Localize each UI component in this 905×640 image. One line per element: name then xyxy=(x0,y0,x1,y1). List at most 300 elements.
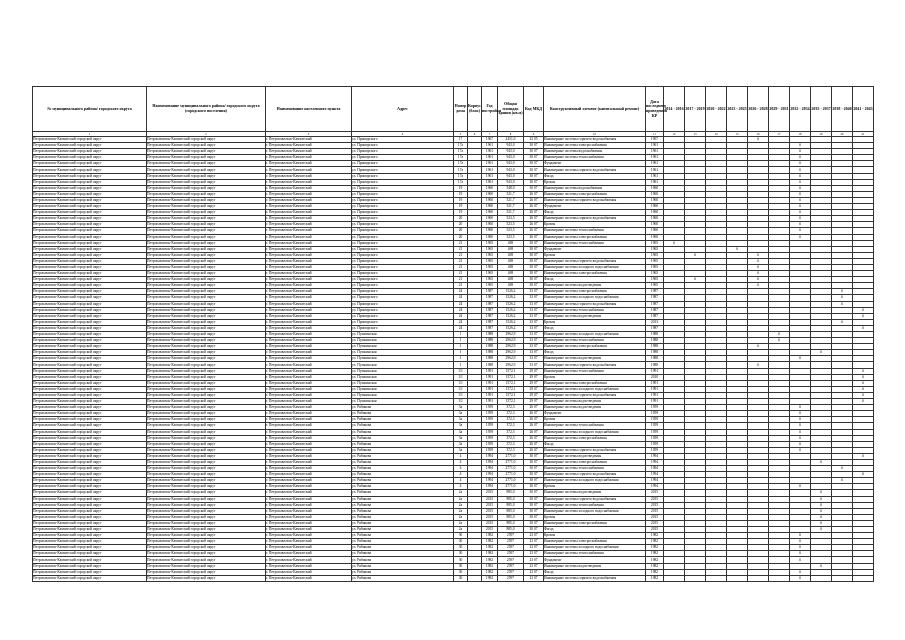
table-cell: 24 xyxy=(454,301,468,307)
table-cell: ул. Приморского xyxy=(352,307,454,313)
table-cell: 1982 xyxy=(482,575,498,581)
table-cell: 1982 xyxy=(646,569,664,575)
table-cell: Петропавловск-Камчатский городской округ xyxy=(33,137,147,143)
table-cell: 372,3 xyxy=(498,405,524,411)
table-cell: Фундамент xyxy=(544,204,646,210)
table-cell: X xyxy=(748,362,769,368)
table-cell: Петропавловск-Камчатский городской округ xyxy=(33,417,147,423)
table-cell: X xyxy=(790,210,811,216)
table-cell: 1982 xyxy=(482,557,498,563)
column-number: 1 xyxy=(33,132,147,137)
table-cell: Петропавловск-Камчатский городской округ xyxy=(147,429,266,435)
table-cell: 30 07 xyxy=(524,143,544,149)
table-cell: 33 07 xyxy=(524,350,544,356)
table-cell: 30 xyxy=(454,569,468,575)
table-cell: 943,0 xyxy=(498,155,524,161)
column-number: 4 xyxy=(352,132,454,137)
table-cell: ул. Рябикова xyxy=(352,466,454,472)
table-cell: ул. Приморского xyxy=(352,289,454,295)
table-cell: Инженерные системы электроснабжения xyxy=(544,380,646,386)
table-cell: г. Петропавловск-Камчатский xyxy=(266,216,352,222)
table-cell: 26 07 xyxy=(524,435,544,441)
table-cell: 885,0 xyxy=(498,520,524,526)
table-cell: 24 xyxy=(454,307,468,313)
table-cell: 33 07 xyxy=(524,338,544,344)
table-cell: ул. Рябикова xyxy=(352,527,454,533)
table-cell: 24 xyxy=(454,295,468,301)
table-cell: Петропавловск-Камчатский городской округ xyxy=(33,338,147,344)
table-cell: Петропавловск-Камчатский городской округ xyxy=(147,490,266,496)
table-cell: ул. Приморского xyxy=(352,216,454,222)
table-cell: 2771,0 xyxy=(498,484,524,490)
table-cell: Петропавловск-Камчатский городской округ xyxy=(147,520,266,526)
table-cell: Петропавловск-Камчатский городской округ xyxy=(33,204,147,210)
table-cell: ул. Приморского xyxy=(352,179,454,185)
table-cell: 1994 xyxy=(482,472,498,478)
table-cell: Инженерные системы водоотведения xyxy=(544,399,646,405)
table-cell: Инженерные системы холодного водоснабжения xyxy=(544,429,646,435)
table-cell: X xyxy=(790,575,811,581)
table-cell: 2962,9 xyxy=(498,332,524,338)
table-cell: г. Петропавловск-Камчатский xyxy=(266,527,352,533)
table-cell: 30 07 xyxy=(524,502,544,508)
table-cell: 1988 xyxy=(482,344,498,350)
table-cell: X xyxy=(832,466,853,472)
table-cell: г. Петропавловск-Камчатский xyxy=(266,258,352,264)
table-cell: ул. Рябикова xyxy=(352,502,454,508)
table-cell: ул. Рябикова xyxy=(352,551,454,557)
table-cell: Петропавловск-Камчатский городской округ xyxy=(33,447,147,453)
table-cell: Кровля xyxy=(544,533,646,539)
table-cell: 3а xyxy=(454,435,468,441)
column-header: Год постройки xyxy=(482,87,498,132)
table-cell: 1961 xyxy=(646,149,664,155)
table-cell: г. Петропавловск-Камчатский xyxy=(266,459,352,465)
table-cell: ул. Пушкинская xyxy=(352,356,454,362)
table-cell: ул. Рябикова xyxy=(352,496,454,502)
table-cell: ул. Рябикова xyxy=(352,520,454,526)
column-header: 2026 - 2028 xyxy=(748,87,769,132)
table-cell: 1994 xyxy=(646,484,664,490)
table-cell: ул. Приморского xyxy=(352,325,454,331)
table-cell: 1960 xyxy=(646,197,664,203)
table-cell: 26 07 xyxy=(524,405,544,411)
table-cell: Инженерные системы холодного водоснабжения xyxy=(544,295,646,301)
table-cell: Петропавловск-Камчатский городской округ xyxy=(147,459,266,465)
table-cell: 19 xyxy=(454,210,468,216)
column-number: 11 xyxy=(646,132,664,137)
table-cell: 943,0 xyxy=(498,167,524,173)
table-cell: 1991 xyxy=(482,392,498,398)
table-cell: Петропавловск-Камчатский городской округ xyxy=(33,569,147,575)
table-cell: Петропавловск-Камчатский городской округ xyxy=(33,490,147,496)
table-cell: 30 07 xyxy=(524,252,544,258)
table-cell: Петропавловск-Камчатский городской округ xyxy=(33,197,147,203)
table-cell: Петропавловск-Камчатский городской округ xyxy=(33,459,147,465)
table-cell: 1960 xyxy=(482,204,498,210)
table-cell: 1/1 xyxy=(454,399,468,405)
table-cell: X xyxy=(790,539,811,545)
table-cell: 30 xyxy=(454,551,468,557)
table-cell: 26 07 xyxy=(524,411,544,417)
table-cell: 2015 xyxy=(482,508,498,514)
table-cell: 33 07 xyxy=(524,325,544,331)
table-cell: 1994 xyxy=(646,472,664,478)
table-cell: 20 xyxy=(454,234,468,240)
table-cell: Фасад xyxy=(544,277,646,283)
table-cell: 1987 xyxy=(482,319,498,325)
table-cell: 26 07 xyxy=(524,204,544,210)
table-cell: ул. Рябикова xyxy=(352,411,454,417)
table-cell: Инженерные системы горячего водоснабжения xyxy=(544,472,646,478)
column-header: Код МКД xyxy=(524,87,544,132)
table-cell: 33 07 xyxy=(524,332,544,338)
table-cell: 19 xyxy=(454,204,468,210)
table-cell: 2962,9 xyxy=(498,350,524,356)
table-cell: Петропавловск-Камчатский городской округ xyxy=(33,411,147,417)
table-cell: 21 xyxy=(454,283,468,289)
table-cell: 1959 xyxy=(646,417,664,423)
table-cell: 1959 xyxy=(482,411,498,417)
table-cell: г. Петропавловск-Камчатский xyxy=(266,520,352,526)
table-cell: Петропавловск-Камчатский городской округ xyxy=(33,240,147,246)
table-cell: Петропавловск-Камчатский городской округ xyxy=(147,295,266,301)
table-cell: X xyxy=(748,344,769,350)
table-cell: г. Петропавловск-Камчатский xyxy=(266,289,352,295)
table-cell: 1572,1 xyxy=(498,392,524,398)
table-cell: 521,7 xyxy=(498,204,524,210)
table-cell: 21 xyxy=(454,258,468,264)
table-cell: 1987 xyxy=(646,307,664,313)
table-cell: 1987 xyxy=(646,325,664,331)
table-cell: Инженерные системы водоснабжения xyxy=(544,149,646,155)
table-cell: 1991 xyxy=(482,380,498,386)
table-cell: 1994 xyxy=(482,478,498,484)
table-cell: 2962,9 xyxy=(498,338,524,344)
column-header: 2038 - 2040 xyxy=(832,87,853,132)
table-cell: X xyxy=(832,295,853,301)
table-cell: Инженерные системы горячего водоснабжения xyxy=(544,197,646,203)
table-cell: 30 07 xyxy=(524,271,544,277)
table-cell: Петропавловск-Камчатский городской округ xyxy=(147,228,266,234)
table-cell: 30 07 xyxy=(524,149,544,155)
table-cell xyxy=(685,575,706,581)
table-cell: Петропавловск-Камчатский городской округ xyxy=(147,447,266,453)
table-cell: 1994 xyxy=(482,466,498,472)
table-cell: 1959 xyxy=(646,435,664,441)
table-cell: 1965 xyxy=(646,246,664,252)
table-cell: 33 07 xyxy=(524,289,544,295)
table-cell: 1961 xyxy=(482,143,498,149)
table-cell: 4 xyxy=(454,472,468,478)
table-cell: 1959 xyxy=(646,447,664,453)
table-cell: Петропавловск-Камчатский городской округ xyxy=(147,325,266,331)
column-header: Номер дома xyxy=(454,87,468,132)
table-cell: г. Петропавловск-Камчатский xyxy=(266,563,352,569)
table-cell: Фасад xyxy=(544,441,646,447)
table-cell: Инженерные системы водоотведения xyxy=(544,490,646,496)
table-cell: ул. Пушкинская xyxy=(352,392,454,398)
table-cell: г. Петропавловск-Камчатский xyxy=(266,191,352,197)
table-cell: 4 xyxy=(454,466,468,472)
table-cell xyxy=(811,575,832,581)
table-cell: Петропавловск-Камчатский городской округ xyxy=(147,289,266,295)
table-cell: 1961 xyxy=(646,173,664,179)
table-cell: ул. Приморского xyxy=(352,283,454,289)
table-cell: Инженерные системы теплоснабжения xyxy=(544,307,646,313)
table-cell: ул. Рябикова xyxy=(352,478,454,484)
column-header: 2029 - 2031 xyxy=(769,87,790,132)
table-cell: 1959 xyxy=(482,435,498,441)
table-cell: Петропавловск-Камчатский городской округ xyxy=(147,399,266,405)
table-cell: г. Петропавловск-Камчатский xyxy=(266,356,352,362)
table-cell: 17 xyxy=(454,137,468,143)
table-cell xyxy=(706,575,727,581)
table-cell: г. Петропавловск-Камчатский xyxy=(266,496,352,502)
table-cell: Петропавловск-Камчатский городской округ xyxy=(33,405,147,411)
table-cell: 21 xyxy=(454,277,468,283)
table-cell: г. Петропавловск-Камчатский xyxy=(266,350,352,356)
table-cell: 3а xyxy=(454,423,468,429)
table-cell: Инженерные системы электроснабжения xyxy=(544,344,646,350)
table-cell: X xyxy=(853,453,874,459)
table-cell: 1987 xyxy=(482,289,498,295)
table-cell: 1982 xyxy=(646,563,664,569)
table-cell: 1987 xyxy=(646,289,664,295)
table-cell: г. Петропавловск-Камчатский xyxy=(266,508,352,514)
table-cell: 1961 xyxy=(482,155,498,161)
table-cell: 30 07 xyxy=(524,478,544,484)
table-cell: 1991 xyxy=(482,386,498,392)
table-cell: X xyxy=(853,325,874,331)
table-cell: 1959 xyxy=(482,441,498,447)
table-cell: 30 xyxy=(454,563,468,569)
table-cell: г. Петропавловск-Камчатский xyxy=(266,338,352,344)
table-cell: 19 xyxy=(454,191,468,197)
table-cell: 17а xyxy=(454,149,468,155)
table-cell: 523,5 xyxy=(498,228,524,234)
table-cell: 30 07 xyxy=(524,484,544,490)
table-cell: ул. Пушкинская xyxy=(352,350,454,356)
table-cell: 2597 xyxy=(498,533,524,539)
table-cell: 1959 xyxy=(482,447,498,453)
table-cell: X xyxy=(790,197,811,203)
table-cell: Петропавловск-Камчатский городской округ xyxy=(147,374,266,380)
table-cell: 30 07 xyxy=(524,246,544,252)
table-cell: Петропавловск-Камчатский городской округ xyxy=(33,258,147,264)
table-cell: Инженерные системы электроснабжения xyxy=(544,234,646,240)
table-cell: 1988 xyxy=(482,338,498,344)
table-cell: Петропавловск-Камчатский городской округ xyxy=(33,179,147,185)
table-cell: 2015 xyxy=(482,527,498,533)
table-cell: Петропавловск-Камчатский городской округ xyxy=(147,216,266,222)
table-cell: 1965 xyxy=(482,264,498,270)
table-cell: 26 07 xyxy=(524,423,544,429)
table-cell: Петропавловск-Камчатский городской округ xyxy=(33,472,147,478)
table-cell: Петропавловск-Камчатский городской округ xyxy=(147,508,266,514)
table-cell: Петропавловск-Камчатский городской округ xyxy=(147,569,266,575)
table-cell: 3а xyxy=(454,417,468,423)
table-cell: 1982 xyxy=(482,533,498,539)
table-cell: 1572,1 xyxy=(498,399,524,405)
table-cell: Петропавловск-Камчатский городской округ xyxy=(147,368,266,374)
table-cell: 2а xyxy=(454,520,468,526)
table-cell: 1/1 xyxy=(454,380,468,386)
table-cell: г. Петропавловск-Камчатский xyxy=(266,325,352,331)
table-cell: Петропавловск-Камчатский городской округ xyxy=(147,137,266,143)
table-cell: X xyxy=(790,447,811,453)
table-cell: 1 xyxy=(454,350,468,356)
table-cell: Петропавловск-Камчатский городской округ xyxy=(33,374,147,380)
table-cell: Фасад xyxy=(544,527,646,533)
table-cell: X xyxy=(853,472,874,478)
table-cell: ул. Рябикова xyxy=(352,563,454,569)
table-cell: Инженерные системы водоотведения xyxy=(544,356,646,362)
table-cell: г. Петропавловск-Камчатский xyxy=(266,545,352,551)
table-cell: Петропавловск-Камчатский городской округ xyxy=(147,545,266,551)
table-cell: г. Петропавловск-Камчатский xyxy=(266,246,352,252)
table-cell: 1960 xyxy=(482,197,498,203)
table-cell: г. Петропавловск-Камчатский xyxy=(266,332,352,338)
table-cell: г. Петропавловск-Камчатский xyxy=(266,405,352,411)
table-cell: X xyxy=(853,307,874,313)
table-cell: Петропавловск-Камчатский городской округ xyxy=(147,246,266,252)
table-cell: 469 xyxy=(498,246,524,252)
table-cell: 2597 xyxy=(498,545,524,551)
table-cell: ул. Рябикова xyxy=(352,441,454,447)
table-cell: Петропавловск-Камчатский городской округ xyxy=(33,441,147,447)
table-cell: 1965 xyxy=(482,258,498,264)
table-cell: 23 07 xyxy=(524,557,544,563)
table-cell: г. Петропавловск-Камчатский xyxy=(266,344,352,350)
table-cell: 30 07 xyxy=(524,453,544,459)
table-cell: ул. Рябикова xyxy=(352,453,454,459)
table-cell: Кровля xyxy=(544,417,646,423)
table-cell: 1572,1 xyxy=(498,386,524,392)
column-number: 10 xyxy=(544,132,646,137)
table-cell: ул. Рябикова xyxy=(352,539,454,545)
capital-repair-schedule-table xyxy=(32,86,874,582)
table-cell: ул. Приморского xyxy=(352,264,454,270)
column-header: Конструктивный элемент (капитальный ремонт) xyxy=(544,87,646,132)
table-cell: 19 xyxy=(454,197,468,203)
table-cell: Петропавловск-Камчатский городской округ xyxy=(33,344,147,350)
table-cell: 2451,0 xyxy=(498,137,524,143)
table-cell: 33 07 xyxy=(524,356,544,362)
table-cell: г. Петропавловск-Камчатский xyxy=(266,319,352,325)
table-cell: 1967 xyxy=(646,137,664,143)
table-cell: 29 07 xyxy=(524,399,544,405)
column-number: 9 xyxy=(524,132,544,137)
table-cell: 1959 xyxy=(646,441,664,447)
table-cell: Фасад xyxy=(544,325,646,331)
table-cell: 1960 xyxy=(646,228,664,234)
table-cell: г. Петропавловск-Камчатский xyxy=(266,240,352,246)
table-cell: Петропавловск-Камчатский городской округ xyxy=(147,344,266,350)
table-cell: г. Петропавловск-Камчатский xyxy=(266,472,352,478)
table-cell: 1994 xyxy=(482,459,498,465)
table-cell: Петропавловск-Камчатский городской округ xyxy=(33,277,147,283)
table-cell: 523,5 xyxy=(498,216,524,222)
table-cell: Фундамент xyxy=(544,557,646,563)
table-cell: 943,0 xyxy=(498,149,524,155)
table-cell: 1994 xyxy=(646,453,664,459)
table-cell: г. Петропавловск-Камчатский xyxy=(266,173,352,179)
table-cell: X xyxy=(769,338,790,344)
table-cell: 1991 xyxy=(646,386,664,392)
table-cell: Инженерные системы электроснабжения xyxy=(544,539,646,545)
table-cell: Петропавловск-Камчатский городской округ xyxy=(147,496,266,502)
table-cell: X xyxy=(748,258,769,264)
table-cell: 469 xyxy=(498,283,524,289)
table-cell: Петропавловск-Камчатский городской округ xyxy=(33,191,147,197)
table-cell: 33 07 xyxy=(524,362,544,368)
table-cell: 30 07 xyxy=(524,264,544,270)
table-cell: 1961 xyxy=(646,161,664,167)
table-cell: 17а xyxy=(454,167,468,173)
table-cell: Фундамент xyxy=(544,411,646,417)
table-cell: Петропавловск-Камчатский городской округ xyxy=(147,277,266,283)
table-cell: Петропавловск-Камчатский городской округ xyxy=(33,252,147,258)
table-cell: Петропавловск-Камчатский городской округ xyxy=(147,472,266,478)
table-cell: Инженерные системы теплоснабжения xyxy=(544,228,646,234)
table-cell: Петропавловск-Камчатский городской округ xyxy=(147,197,266,203)
table-cell: г. Петропавловск-Камчатский xyxy=(266,551,352,557)
table-cell: 1526,2 xyxy=(498,307,524,313)
table-cell: Петропавловск-Камчатский городской округ xyxy=(147,356,266,362)
column-number: 18 xyxy=(790,132,811,137)
table-cell: 23 07 xyxy=(524,569,544,575)
column-number: 20 xyxy=(832,132,853,137)
table-cell: 1960 xyxy=(646,185,664,191)
table-cell: 30 xyxy=(454,557,468,563)
table-cell: Инженерные системы теплоснабжения xyxy=(544,240,646,246)
table-cell: ул. Рябикова xyxy=(352,490,454,496)
table-cell: 30 07 xyxy=(524,527,544,533)
table-cell: 30 07 xyxy=(524,508,544,514)
table-cell: 23 07 xyxy=(524,533,544,539)
table-cell: Петропавловск-Камчатский городской округ xyxy=(147,179,266,185)
table-cell: г. Петропавловск-Камчатский xyxy=(266,252,352,258)
table-cell: X xyxy=(853,386,874,392)
table-cell: Кровля xyxy=(544,179,646,185)
table-cell: г. Петропавловск-Камчатский xyxy=(266,386,352,392)
table-cell: X xyxy=(832,301,853,307)
table-cell: 21 xyxy=(454,252,468,258)
table-cell: 2015 xyxy=(646,527,664,533)
table-cell: Инженерные системы водоотведения xyxy=(544,283,646,289)
column-number: 13 xyxy=(685,132,706,137)
table-cell: 2962,9 xyxy=(498,362,524,368)
table-cell: 19 xyxy=(454,185,468,191)
table-cell: Петропавловск-Камчатский городской округ xyxy=(147,478,266,484)
table-cell: 21 xyxy=(454,240,468,246)
table-cell: 1965 xyxy=(482,240,498,246)
column-number: 21 xyxy=(853,132,874,137)
table-cell: 23 07 xyxy=(524,539,544,545)
table-cell: 1961 xyxy=(646,179,664,185)
table-cell: Петропавловск-Камчатский городской округ xyxy=(147,252,266,258)
table-cell: Петропавловск-Камчатский городской округ xyxy=(33,380,147,386)
table-cell: Инженерные системы теплоснабжения xyxy=(544,423,646,429)
table-cell xyxy=(853,575,874,581)
table-cell: Инженерные системы холодного водоснабжения xyxy=(544,386,646,392)
table-cell: Петропавловск-Камчатский городской округ xyxy=(147,362,266,368)
table-cell: 1959 xyxy=(646,429,664,435)
table-cell: Петропавловск-Камчатский городской округ xyxy=(33,386,147,392)
table-cell: X xyxy=(790,155,811,161)
table-cell: ул. Приморского xyxy=(352,246,454,252)
